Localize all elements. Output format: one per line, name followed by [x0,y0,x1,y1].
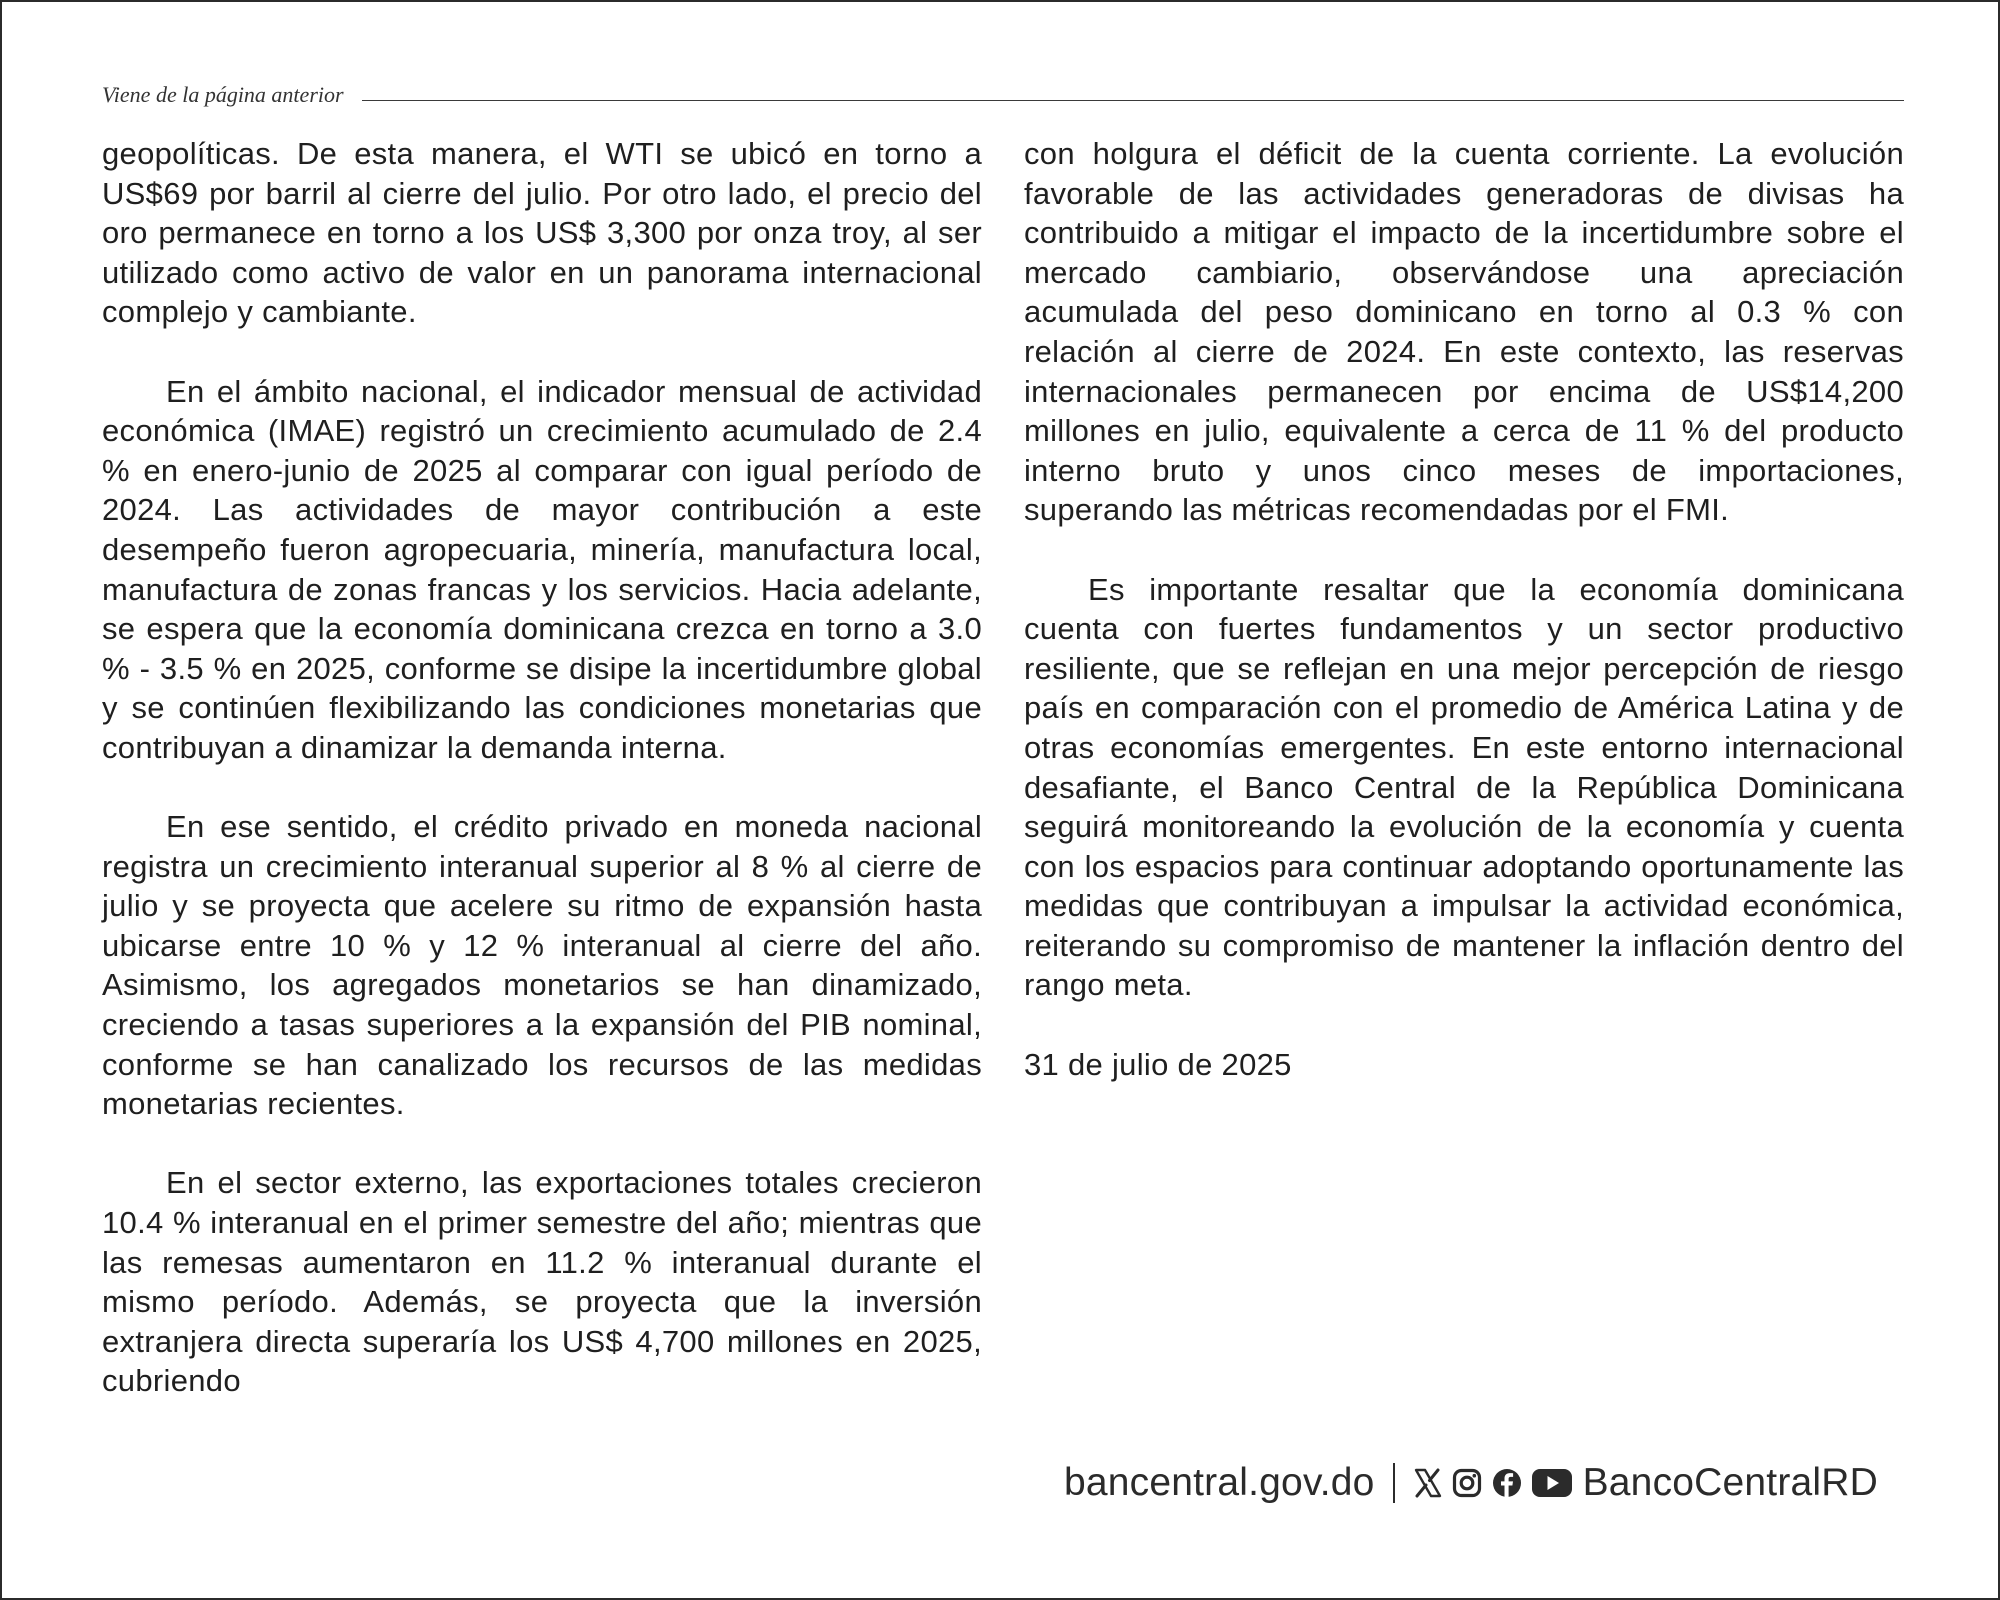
facebook-icon[interactable] [1489,1466,1525,1500]
paragraph-continued: geopolíticas. De esta manera, el WTI se ubicó en torno a US$69 por barril al cierre del julio. Por otro lado, el precio del oro permanece en torno a los US$ 3,300 por onza troy, al ser utilizado como activo de valor en un panorama internacional complejo y cambiante. [102,136,982,330]
paragraph-conclusion: Es importante resaltar que la economía dominicana cuenta con fuertes fundamentos y un sector productivo resiliente, que se reflejan en una mejor percepción de riesgo país en comparación con el promedio de América Latina y de otras economías emergentes. En este entorno internacional desafiante, el Banco Central de la República Dominicana seguirá monitoreando la evolución de la economía y cuenta con los espacios para continuar adoptando oportunamente las medidas que contribuyan a impulsar la actividad económica, reiterando su compromiso de mantener la inflación dentro del rango meta. [1024,571,1904,1003]
paragraph-current-account: con holgura el déficit de la cuenta corriente. La evolución favorable de las actividades generadoras de divisas ha contribuido a mitigar el impacto de la incertidumbre sobre el mercado cambiario, observándose una apreciación acumulada del peso dominicano en torno al 0.3 % con relación al cierre de 2024. En este contexto, las reservas internacionales permanecen por encima de US$14,200 millones en julio, equivalente a cerca de 11 % del producto interno bruto y unos cinco meses de importaciones, superando las métricas recomendadas por el FMI. [1024,136,1904,528]
publication-date: 31 de julio de 2025 [1024,1046,1292,1082]
instagram-icon[interactable] [1449,1466,1485,1500]
paragraph-private-credit: En ese sentido, el crédito privado en moneda nacional registra un crecimiento interanual superior al 8 % al cierre de julio y se proyecta que acelere su ritmo de expansión hasta ubicarse entre 10 % y 12 % interanual al cierre del año. Asimismo, los agregados monetarios se han dinamizado, creciendo a tasas superiores a la expansión del PIB nominal, conforme se han canalizado los recursos de las medidas monetarias recientes. [102,809,982,1122]
website-link[interactable]: bancentral.gov.do [1064,1461,1375,1504]
continued-header [102,80,1904,110]
right-column [1024,134,1904,1084]
paragraph-external-sector: En el sector externo, las exportaciones totales crecieron 10.4 % interanual en el primer semestre del año; mientras que las remesas aumentaron en 11.2 % interanual durante el mismo período. Además, se proyecta que la inversión extranjera directa superaría los US$ 4,700 millones en 2025, cubriendo [102,1165,982,1399]
paragraph-national-activity: En el ámbito nacional, el indicador mensual de actividad económica (IMAE) registró un crecimiento acumulado de 2.4 % en enero-junio de 2025 al comparar con igual período de 2024. Las actividades de mayor contribución a este desempeño fueron agropecuaria, minería, manufactura local, manufactura de zonas francas y los servicios. Hacia adelante, se espera que la economía dominicana crezca en torno a 3.0 % - 3.5 % en 2025, conforme se disipe la incertidumbre global y se continúen flexibilizando las condiciones monetarias que contribuyan a dinamizar la demanda interna. [102,373,982,765]
continued-label: Viene de la página anterior [102,82,344,107]
left-column [102,134,982,1441]
social-handle[interactable]: BancoCentralRD [1582,1461,1879,1504]
footer [1064,1457,1878,1509]
footer-divider [1393,1463,1395,1503]
x-icon[interactable] [1411,1466,1445,1500]
youtube-icon[interactable] [1529,1466,1575,1500]
header-rule [362,100,1904,101]
